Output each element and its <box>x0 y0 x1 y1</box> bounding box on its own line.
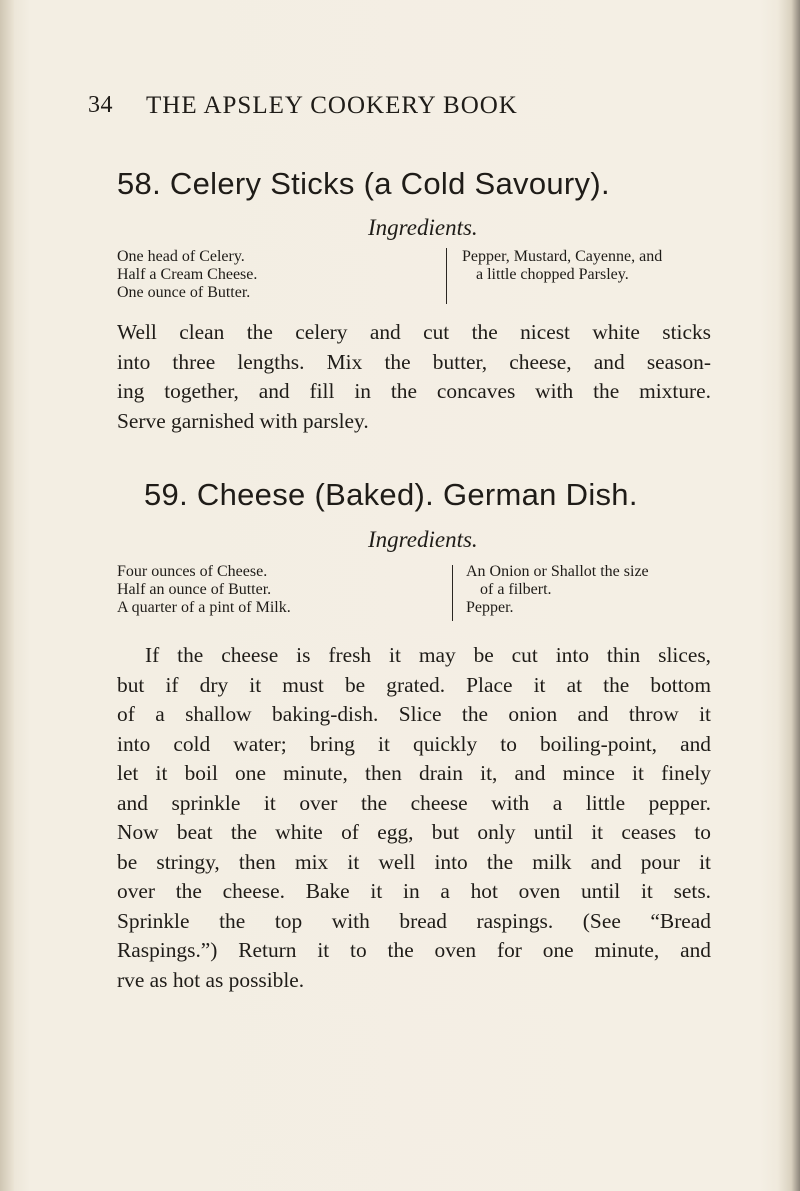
ingredient-line: a little chopped Parsley. <box>476 266 629 283</box>
method-line: Now beat the white of egg, but only until it ceases to <box>117 820 711 844</box>
running-title: THE APSLEY COOKERY BOOK <box>146 92 518 119</box>
ingredients-divider-58 <box>446 248 447 304</box>
ingredient-line: Pepper, Mustard, Cayenne, and <box>462 248 663 265</box>
method-line: over the cheese. Bake it in a hot oven until it sets. <box>117 879 711 903</box>
page-edge-shadow <box>778 0 800 1191</box>
method-line: and sprinkle it over the cheese with a little pepper. <box>117 790 711 815</box>
running-header <box>88 92 728 128</box>
page-number: 34 <box>88 92 113 118</box>
method-line: be stringy, then mix it well into the milk and pour it <box>117 849 711 874</box>
ingredient-line: of a filbert. <box>480 581 552 598</box>
method-line: If the cheese is fresh it may be cut into thin slices, <box>145 643 711 667</box>
ingredient-line: Half an ounce of Butter. <box>117 581 272 598</box>
ingredients-right-58 <box>462 248 662 284</box>
page-gutter-shadow <box>0 0 14 1191</box>
ingredients-left-59 <box>117 563 291 617</box>
ingredient-line: One ounce of Butter. <box>117 284 251 301</box>
ingredient-line: A quarter of a pint of Milk. <box>117 599 291 616</box>
recipe-title-58: 58. Celery Sticks (a Cold Savoury). <box>117 166 610 201</box>
ingredient-line: Half a Cream Cheese. <box>117 266 258 283</box>
method-line: Sprinkle the top with bread raspings. (See “Bread <box>117 908 711 933</box>
method-line: rve as hot as possible. <box>117 967 305 992</box>
ingredient-line: An Onion or Shallot the size <box>466 563 649 580</box>
ingredients-heading-58: Ingredients. <box>368 215 478 240</box>
method-58 <box>117 318 711 436</box>
ingredient-line: Pepper. <box>466 599 514 616</box>
method-line: but if dry it must be grated. Place it at the bottom <box>117 672 711 697</box>
ingredients-heading-59: Ingredients. <box>368 527 478 552</box>
ingredients-divider-59 <box>452 565 453 621</box>
method-line: Serve garnished with parsley. <box>117 408 369 433</box>
ingredients-left-58 <box>117 248 257 302</box>
recipe-title-59: 59. Cheese (Baked). German Dish. <box>144 477 638 512</box>
method-line: ing together, and fill in the concaves with the mixture. <box>117 379 711 403</box>
method-59 <box>117 641 711 995</box>
ingredient-line: One head of Celery. <box>117 248 245 265</box>
method-line: into cold water; bring it quickly to boiling-point, and <box>117 731 711 756</box>
method-line: into three lengths. Mix the butter, cheese, and season- <box>117 349 711 374</box>
method-line: of a shallow baking-dish. Slice the onion and throw it <box>117 702 711 726</box>
ingredients-right-59 <box>466 563 649 617</box>
method-line: Well clean the celery and cut the nicest white sticks <box>117 320 711 344</box>
ingredient-line: Four ounces of Cheese. <box>117 563 268 580</box>
method-line: let it boil one minute, then drain it, and mince it finely <box>117 761 711 785</box>
method-line: Raspings.”) Return it to the oven for one minute, and <box>117 938 711 962</box>
